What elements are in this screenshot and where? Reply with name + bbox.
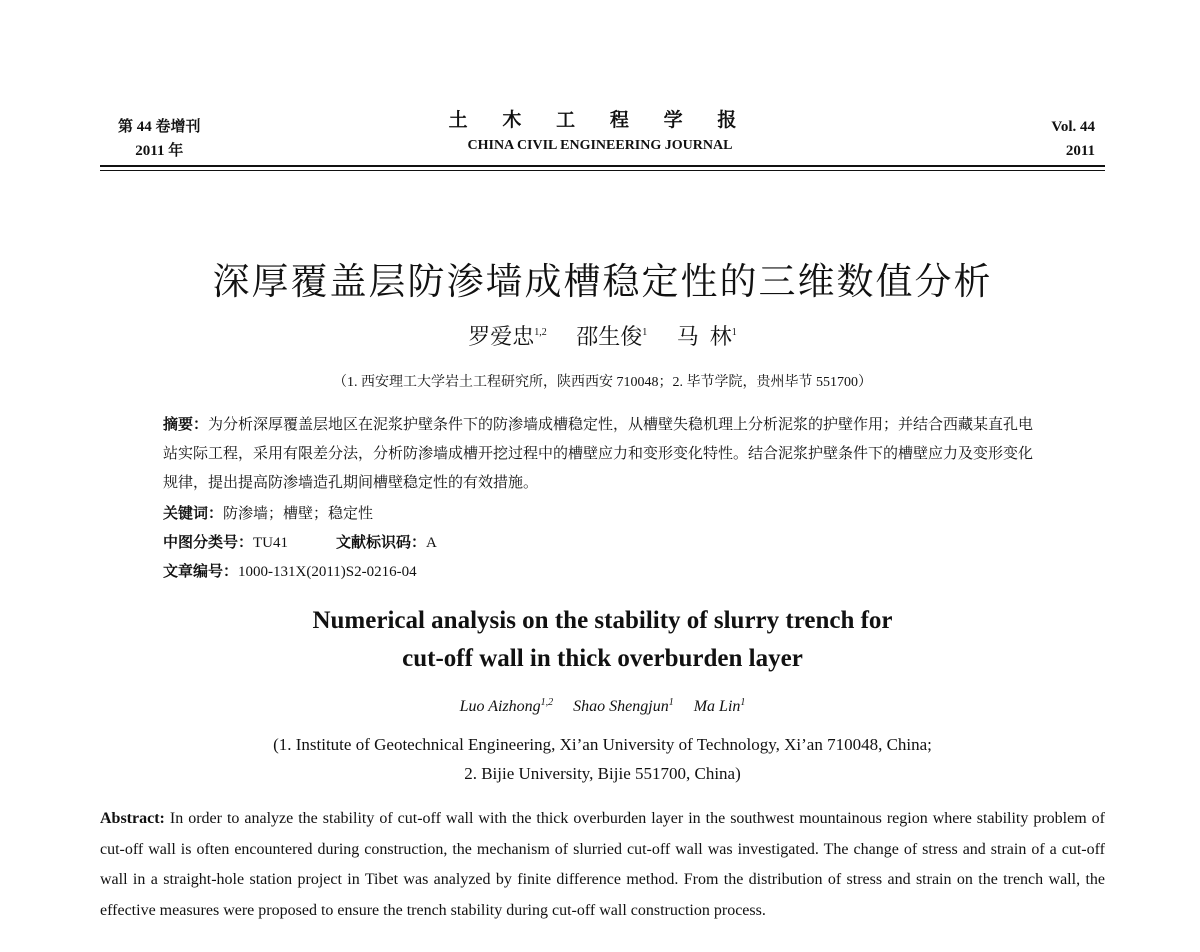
author-affil-mark: 1: [668, 697, 674, 708]
keywords-label-cn: 关键词：: [163, 506, 224, 522]
title-en-line2: cut-off wall in thick overburden layer: [402, 645, 803, 672]
header-volume-cn: [118, 115, 201, 163]
journal-masthead: [380, 107, 820, 157]
author-affil-mark: 1,2: [540, 697, 554, 708]
author-affil-mark: 1,2: [534, 327, 547, 338]
volume-en: Vol. 44: [1051, 119, 1095, 135]
journal-name-en: CHINA CIVIL ENGINEERING JOURNAL: [467, 138, 733, 153]
author-en: Ma Lin: [693, 698, 741, 715]
abstract-text-cn: 为分析深厚覆盖层地区在泥浆护壁条件下的防渗墙成槽稳定性，从槽壁失稳机理上分析泥浆的护壁作用；并结合西藏某直孔电站实际工程，采用有限差分法，分析防渗墙成槽开挖过程中的槽壁应力和变形变化特性。结合泥浆护壁条件下的槽壁应力及变形变化规律，提出提高防渗墙造孔期间槽壁稳定性的有效措施。: [163, 417, 1034, 491]
abstract-label-en: Abstract:: [100, 810, 165, 827]
article-number: [163, 558, 417, 586]
paper-title-cn: 深厚覆盖层防渗墙成槽稳定性的三维数值分析: [212, 260, 993, 303]
article-number-value: 1000-131X(2011)S2-0216-04: [238, 564, 417, 580]
classification-line: [163, 529, 437, 557]
author-en: Shao Shengjun: [573, 698, 669, 715]
author-cn: 马 林: [676, 324, 732, 349]
affiliation-cn: （1. 西安理工大学岩土工程研究所，陕西西安 710048；2. 毕节学院，贵州毕节 551700）: [333, 375, 872, 390]
author-affil-mark: 1: [740, 697, 746, 708]
affiliation-en-line1: (1. Institute of Geotechnical Engineering, Xi’an University of Technology, Xi’an 710048, China;: [273, 735, 932, 754]
abstract-cn: [163, 411, 1043, 498]
abstract-label-cn: 摘要：: [163, 417, 209, 433]
abstract-en: [100, 804, 1105, 926]
author-list-cn: [100, 320, 1105, 354]
author-affil-mark: 1: [731, 327, 737, 338]
author-affil-mark: 1: [642, 327, 648, 338]
clc-label: 中图分类号：: [163, 535, 254, 551]
volume-issue-cn: 第 44 卷增刊: [118, 119, 201, 135]
title-en-line1: Numerical analysis on the stability of slurry trench for: [312, 607, 893, 634]
author-cn: 邵生俊: [576, 324, 643, 349]
author-cn: 罗爱忠: [468, 324, 535, 349]
paper-title-en: [100, 602, 1105, 678]
year-en: 2011: [1065, 143, 1095, 159]
journal-name-cn: 土 木 工 程 学 报: [448, 110, 752, 131]
article-number-label: 文章编号：: [163, 564, 239, 580]
header-rule-thick: [100, 165, 1105, 167]
author-list-en: [100, 693, 1105, 721]
clc-value: TU41: [253, 535, 289, 551]
header-volume-en: [1020, 115, 1095, 163]
abstract-text-en: In order to analyze the stability of cut-off wall with the thick overburden layer in the southwest mountainous region where stability problem of cut-off wall is often encountered during construction, the mechanism of slurried cut-off wall was investigated. The change of stress and strain of a cut-off wall in a straight-hole station project in Tibet was analyzed by finite difference method. From the distribution of stress and strain on the trench wall, the effective measures were proposed to ensure the trench stability during cut-off wall construction process.: [100, 810, 1105, 919]
doc-code-label: 文献标识码：: [336, 535, 427, 551]
doc-code-value: A: [426, 535, 437, 551]
keywords-text-cn: 防渗墙；槽壁；稳定性: [223, 506, 374, 522]
affiliation-en: [100, 730, 1105, 788]
year-cn: 2011 年: [135, 143, 184, 159]
keywords-cn: [163, 500, 373, 528]
affiliation-en-line2: 2. Bijie University, Bijie 551700, China): [464, 764, 741, 783]
header-rule-thin: [100, 170, 1105, 171]
author-en: Luo Aizhong: [459, 698, 541, 715]
